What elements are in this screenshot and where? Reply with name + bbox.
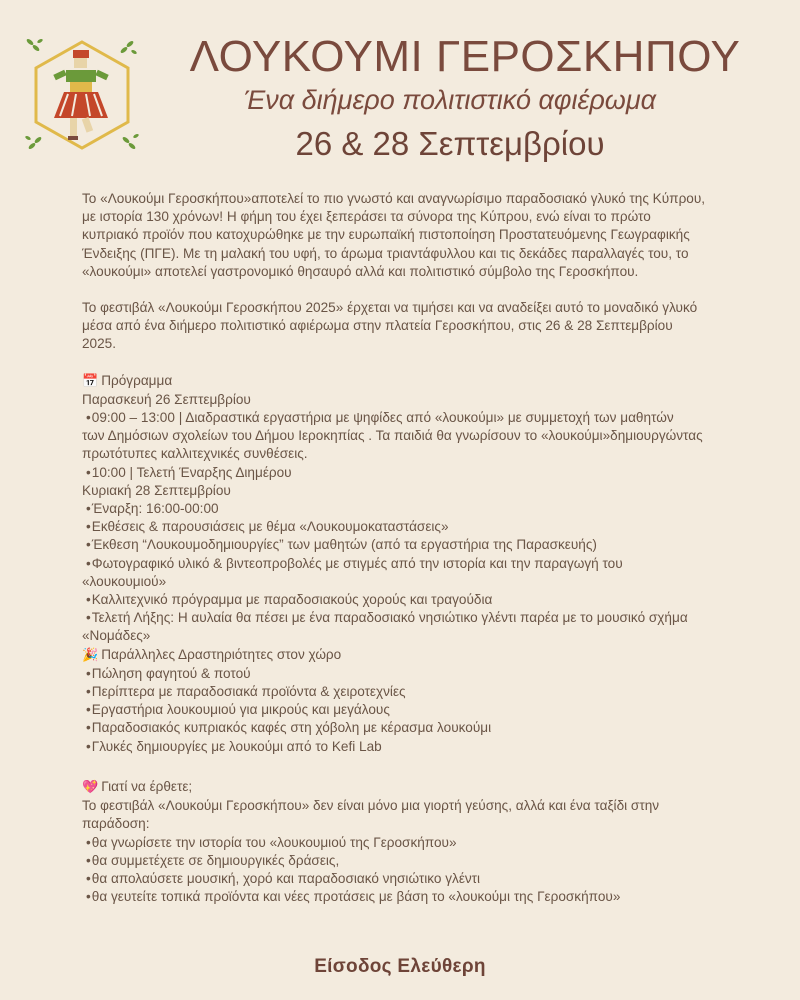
intro-line: «λουκούμι» αποτελεί γαστρονομικό θησαυρό αλλά και πολιτιστικό σύμβολο της Γεροσκήπου. <box>82 263 639 279</box>
intro-line: Το φεστιβάλ «Λουκούμι Γεροσκήπου 2025» έρχεται να τιμήσει και να αναδείξει αυτό το μοναδικό γλυκό <box>82 300 698 316</box>
sunday-item-cont: «λουκουμιού» <box>82 573 167 589</box>
leaf-sprig-icon <box>120 40 138 55</box>
intro-line: μέσα από ένα διήμερο πολιτιστικό αφιέρωμα στην πλατεία Γεροσκήπου, στις 26 & 28 Σεπτεμβρίου <box>82 318 673 334</box>
parallel-item: • Γλυκές δημιουργίες με λουκούμι από το Kefi Lab <box>82 738 722 756</box>
sunday-item-cont: «Νομάδες» <box>82 628 151 644</box>
page-subtitle: Ένα διήμερο πολιτιστικό αφιέρωμα <box>243 85 657 115</box>
why-item: • θα γνωρίσετε την ιστορία του «λουκουμιού της Γεροσκήπου» <box>82 834 722 852</box>
dancer-icon <box>53 50 108 140</box>
sunday-item: • Φωτογραφικό υλικό & βιντεοπροβολές με στιγμές από την ιστορία και την παραγωγή του <box>82 555 722 573</box>
why-intro-line: Το φεστιβάλ «Λουκούμι Γεροσκήπου» δεν είναι μόνο μια γιορτή γεύσης, αλλά και ένα ταξίδι στην <box>82 798 660 814</box>
friday-item-cont: των Δημόσιων σχολείων του Δήμου Ιεροκηπίας . Τα παιδιά θα γνωρίσουν το «λουκούμι»δημιουργώντας <box>82 428 703 444</box>
parallel-heading-label: Παράλληλες Δραστηριότητες στον χώρο <box>101 646 342 662</box>
parallel-heading <box>82 646 722 665</box>
why-item: • θα απολαύσετε μουσική, χορό και παραδοσιακό νησιώτικο γλέντι <box>82 870 722 888</box>
leaf-sprig-icon <box>25 135 43 150</box>
why-heading-label: Γιατί να έρθετε; <box>101 778 193 794</box>
page-title: ΛΟΥΚΟΥΜΙ ΓΕΡΟΣΚΗΠΟΥ <box>189 32 741 81</box>
leaf-sprig-icon <box>122 133 140 150</box>
parallel-item: • Εργαστήρια λουκουμιού για μικρούς και μεγάλους <box>82 701 722 719</box>
festival-logo <box>24 36 140 154</box>
calendar-icon: 📅 <box>82 373 99 389</box>
why-heading <box>82 778 722 797</box>
leaf-sprig-icon <box>26 38 44 52</box>
friday-item: • 10:00 | Τελετή Έναρξης Διημέρου <box>82 464 722 482</box>
intro-line: με ιστορία 130 χρόνων! Η φήμη του έχει ξεπεράσει τα σύνορα της Κύπρου, ενώ είναι το πρώτο <box>82 209 651 225</box>
sunday-item: • Έναρξη: 16:00-00:00 <box>82 500 722 518</box>
sunday-item: • Έκθεση “Λουκουμοδημιουργίες” των μαθητών (από τα εργαστήρια της Παρασκευής) <box>82 536 722 554</box>
sunday-item: • Καλλιτεχνικό πρόγραμμα με παραδοσιακούς χορούς και τραγούδια <box>82 591 722 609</box>
friday-item-cont: πρωτότυπες καλλιτεχνικές συνθέσεις. <box>82 446 308 462</box>
parallel-item: • Παραδοσιακός κυπριακός καφές στη χόβολη με κέρασμα λουκούμι <box>82 719 722 737</box>
party-popper-icon: 🎉 <box>82 647 99 663</box>
sunday-item: • Εκθέσεις & παρουσιάσεις με θέμα «Λουκουμοκαταστάσεις» <box>82 518 722 536</box>
parallel-item: • Περίπτερα με παραδοσιακά προϊόντα & χειροτεχνίες <box>82 683 722 701</box>
friday-day: Παρασκευή 26 Σεπτεμβρίου <box>82 391 251 407</box>
free-entry-label: Είσοδος Ελεύθερη <box>314 956 486 977</box>
intro-line: Ένδειξης (ΠΓΕ). Με τη μαλακή του υφή, το άρωμα τριαντάφυλλου και τις δεκάδες παραλλαγές του, το <box>82 245 689 261</box>
friday-item: • 09:00 – 13:00 | Διαδραστικά εργαστήρια με ψηφίδες από «λουκούμι» με συμμετοχή των μαθητών <box>82 409 722 427</box>
content-body <box>82 190 722 906</box>
event-dates: 26 & 28 Σεπτεμβρίου <box>295 125 605 162</box>
heart-icon: 💖 <box>82 779 99 795</box>
intro-line: Το «Λουκούμι Γεροσκήπου»αποτελεί το πιο γνωστό και αναγνωρίσιμο παραδοσιακό γλυκό της Κύπρου, <box>82 191 706 206</box>
parallel-item: • Πώληση φαγητού & ποτού <box>82 665 722 683</box>
why-item: • θα γευτείτε τοπικά προϊόντα και νέες προτάσεις με βάση το «λουκούμι της Γεροσκήπου» <box>82 888 722 906</box>
program-heading-label: Πρόγραμμα <box>101 372 173 388</box>
program-heading <box>82 372 722 391</box>
why-item: • θα συμμετέχετε σε δημιουργικές δράσεις, <box>82 852 722 870</box>
sunday-item: • Τελετή Λήξης: Η αυλαία θα πέσει με ένα παραδοσιακό νησιώτικο γλέντι παρέα με το μουσικό σχήμα <box>82 609 722 627</box>
why-intro-line: παράδοση: <box>82 816 150 832</box>
intro-line: κυπριακό προϊόν που κατοχυρώθηκε με την ευρωπαϊκή πιστοποίηση Προστατευόμενης Γεωγραφικής <box>82 227 690 243</box>
sunday-day: Κυριακή 28 Σεπτεμβρίου <box>82 482 231 498</box>
intro-line: 2025. <box>82 336 117 352</box>
